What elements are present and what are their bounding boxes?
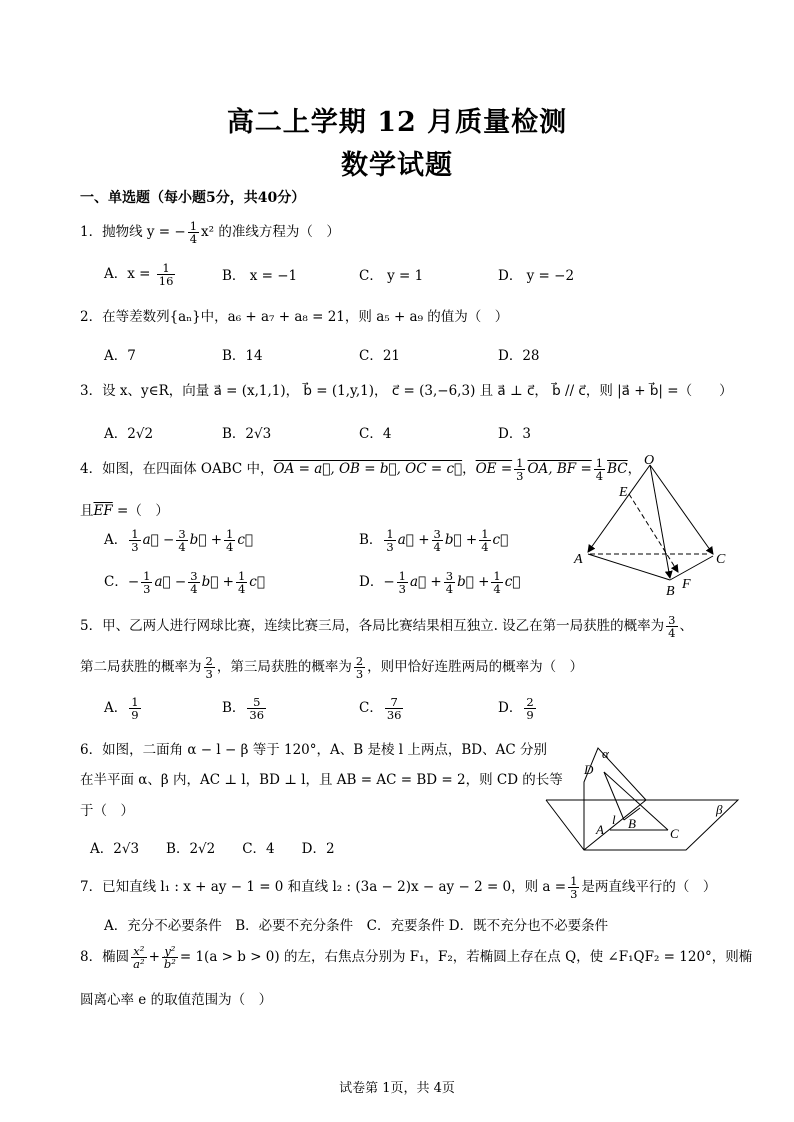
edge-oa xyxy=(588,465,650,552)
question-text: 8．椭圆 xyxy=(80,949,130,966)
denominator: 3 xyxy=(570,887,578,902)
label-b: B xyxy=(666,584,675,599)
label-f: F xyxy=(682,577,691,592)
fraction xyxy=(131,945,146,970)
options-row: A．2√3 B．2√2 C．4 D．2 xyxy=(90,841,335,857)
question-6: 6．如图，二面角 α − l − β 等于 120°，A、B 是棱 l 上两点，BD、AC 分别 xyxy=(80,742,547,758)
denominator: 3 xyxy=(398,582,406,597)
question-text: 4．如图，在四面体 OABC 中， xyxy=(80,461,274,478)
label-b: B xyxy=(628,816,636,831)
option-text: − xyxy=(383,574,395,591)
question-text: =（ ） xyxy=(112,503,169,519)
question-text: + xyxy=(148,949,160,966)
option-text: − xyxy=(127,574,140,591)
numerator: 1 xyxy=(143,569,151,583)
numerator: x² xyxy=(131,945,146,958)
exam-title: 高二上学期 12 月质量检测 xyxy=(226,107,568,138)
numerator: 2 xyxy=(205,654,213,668)
fraction xyxy=(444,570,455,595)
question-text: 第二局获胜的概率为 xyxy=(80,659,202,676)
label-c: C xyxy=(716,552,726,567)
denominator: 36 xyxy=(249,708,265,723)
fraction xyxy=(397,570,408,595)
label-beta: β xyxy=(716,802,723,817)
tetrahedron-figure xyxy=(570,450,740,600)
option-label: C． xyxy=(104,574,128,591)
option-b: B．14 xyxy=(222,348,263,364)
denominator: 4 xyxy=(433,540,441,555)
edge-ab xyxy=(588,554,670,580)
vector-text: $\overline{EF}$ xyxy=(93,503,113,519)
question-text: 是两直线平行的（ ） xyxy=(581,879,717,896)
numerator: y² xyxy=(162,945,178,958)
fraction xyxy=(568,875,579,900)
denominator: 4 xyxy=(189,232,198,247)
vector-text: OE = xyxy=(475,461,513,478)
question-text: 抛物线 y = − xyxy=(102,224,186,241)
question-text: ， xyxy=(462,461,476,478)
fraction xyxy=(247,696,266,721)
option-d: D． y = −2 xyxy=(498,268,575,284)
page-footer: 试卷第 1页，共 4页 xyxy=(339,1081,455,1096)
numerator: 1 xyxy=(157,262,176,275)
question-2: 2．在等差数列{aₙ}中，a₆ + a₇ + a₈ = 21，则 a₅ + a₉ 的值为（ ） xyxy=(80,309,509,325)
denominator: a² xyxy=(133,957,145,972)
question-number: 1． xyxy=(80,224,103,241)
denominator: 36 xyxy=(386,708,402,723)
numerator: 2 xyxy=(526,695,534,709)
label-d: D xyxy=(584,762,594,777)
option-text: a⃗ + xyxy=(397,532,430,549)
numerator: 1 xyxy=(398,569,406,583)
denominator: 4 xyxy=(445,582,454,597)
plane-beta xyxy=(546,800,738,850)
label-o: O xyxy=(644,453,655,468)
fraction xyxy=(432,528,443,553)
option-text: c⃗ xyxy=(249,574,265,591)
question-text: ， xyxy=(627,461,642,478)
numerator: 3 xyxy=(178,527,186,541)
option-c: C． y = 1 xyxy=(359,268,424,284)
question-4-line2 xyxy=(80,499,169,519)
denominator: 9 xyxy=(526,708,534,723)
fraction xyxy=(354,655,365,680)
numerator: 3 xyxy=(668,613,676,627)
option-c xyxy=(359,696,405,721)
numerator: 1 xyxy=(386,527,394,541)
option-text: b⃗ + xyxy=(189,532,223,549)
question-4 xyxy=(80,457,641,482)
fraction xyxy=(129,696,140,721)
fraction xyxy=(385,696,404,721)
option-a xyxy=(104,528,253,553)
dihedral-figure xyxy=(540,738,750,860)
numerator: 1 xyxy=(493,569,501,583)
vector-text: $\overline{BC}$ xyxy=(607,461,628,478)
fraction xyxy=(162,945,178,970)
numerator: 1 xyxy=(189,219,198,233)
edge-ob xyxy=(650,465,670,578)
option-b xyxy=(359,528,508,553)
denominator: 3 xyxy=(205,667,213,682)
denominator: 3 xyxy=(386,540,394,555)
fraction xyxy=(157,262,176,287)
option-d xyxy=(498,696,538,721)
denominator: 4 xyxy=(481,540,489,555)
option-d xyxy=(359,570,520,595)
fraction xyxy=(188,570,199,595)
fraction xyxy=(204,655,215,680)
option-label: B． xyxy=(222,700,246,717)
numerator: 7 xyxy=(385,696,404,709)
option-text: c⃗ xyxy=(504,574,521,591)
question-6-line2: 在半平面 α、β 内，AC ⊥ l，BD ⊥ l，且 AB = AC = BD = 2，则 CD 的长等 xyxy=(80,772,563,788)
denominator: 3 xyxy=(355,667,364,682)
question-text: ，第三局获胜的概率为 xyxy=(216,659,352,676)
section-heading: 一、单选题（每小题5分，共40分） xyxy=(80,190,306,206)
option-b xyxy=(222,696,268,721)
option-text: x = xyxy=(127,266,155,283)
question-text: ，则甲恰好连胜两局的概率为（ ） xyxy=(367,659,584,676)
option-label: B． xyxy=(359,532,383,549)
numerator: 1 xyxy=(595,456,604,470)
fraction xyxy=(384,528,395,553)
option-label: C． xyxy=(359,700,383,717)
denominator: 4 xyxy=(226,540,234,555)
option-text: c⃗ xyxy=(492,532,509,549)
numerator: 3 xyxy=(445,569,454,583)
option-text: b⃗ + xyxy=(444,532,478,549)
denominator: 4 xyxy=(237,582,246,597)
question-7 xyxy=(80,875,716,900)
option-b: B． x = −1 xyxy=(222,268,298,284)
label-a: A xyxy=(596,822,604,837)
option-a: A．7 xyxy=(104,348,136,364)
fraction xyxy=(129,528,140,553)
denominator: 3 xyxy=(131,540,139,555)
option-text: a⃗ − xyxy=(142,532,175,549)
denominator: 3 xyxy=(516,469,524,484)
question-text: 7．已知直线 l₁ : x + ay − 1 = 0 和直线 l₂ : (3a − 2)x − ay − 2 = 0，则 a = xyxy=(80,879,567,896)
denominator: 4 xyxy=(493,582,501,597)
numerator: 1 xyxy=(131,527,139,541)
option-b: B．2√3 xyxy=(222,426,272,442)
options-row: A．充分不必要条件 B．必要不充分条件 C．充要条件 D．既不充分也不必要条件 xyxy=(104,918,609,934)
option-c: C．21 xyxy=(359,348,401,364)
numerator: 1 xyxy=(131,695,139,709)
option-label: D． xyxy=(498,700,523,717)
label-e: E xyxy=(619,485,628,500)
denominator: 4 xyxy=(190,582,198,597)
fraction xyxy=(479,528,490,553)
question-text: 、 xyxy=(679,618,693,635)
option-text: a⃗ + xyxy=(409,574,442,591)
fraction xyxy=(491,570,502,595)
question-5 xyxy=(80,614,693,639)
exam-subtitle: 数学试题 xyxy=(341,150,453,181)
numerator: 1 xyxy=(570,874,578,888)
question-3: 3．设 x、y∈R，向量 a⃗ = (x,1,1)， b⃗ = (1,y,1)， c⃗ = (3,−6,3) 且 a⃗ ⊥ c⃗， b⃗ // c⃗，则 |a⃗ + b⃗| =（ ） xyxy=(80,383,733,399)
edge-oc xyxy=(650,465,713,554)
option-label: A． xyxy=(104,266,128,283)
option-text: b⃗ + xyxy=(201,574,234,591)
vector-text: OA = a⃗, OB = b⃗, OC = c⃗ xyxy=(273,461,463,478)
denominator: 4 xyxy=(668,626,676,641)
denominator: 4 xyxy=(178,540,186,555)
numerator: 2 xyxy=(355,654,364,668)
question-6-line3: 于（ ） xyxy=(80,803,134,819)
option-label: A． xyxy=(104,700,128,717)
fraction xyxy=(666,614,677,639)
denominator: 4 xyxy=(595,469,604,484)
numerator: 1 xyxy=(237,569,246,583)
option-text: a⃗ − xyxy=(154,574,187,591)
option-a xyxy=(104,262,177,287)
fraction xyxy=(176,528,187,553)
label-l: l xyxy=(612,812,616,827)
option-d: D．28 xyxy=(498,348,540,364)
fraction xyxy=(188,220,199,245)
option-label: D． xyxy=(359,574,384,591)
numerator: 5 xyxy=(247,696,266,709)
question-8-line2: 圆离心率 e 的取值范围为（ ） xyxy=(80,992,273,1008)
vector-ef xyxy=(629,494,678,572)
label-a: A xyxy=(574,552,583,567)
fraction xyxy=(236,570,247,595)
denominator: b² xyxy=(163,957,176,972)
question-1 xyxy=(80,220,340,245)
question-5-line2 xyxy=(80,655,583,680)
option-text: b⃗ + xyxy=(457,574,490,591)
denominator: 16 xyxy=(158,274,174,289)
option-c: C．4 xyxy=(359,426,392,442)
numerator: 3 xyxy=(433,527,441,541)
question-text: 5．甲、乙两人进行网球比赛，连续比赛三局，各局比赛结果相互独立. 设乙在第一局获胜的概率为 xyxy=(80,618,665,635)
edge-bc xyxy=(670,556,713,580)
option-label: A． xyxy=(104,532,128,549)
question-text: 且 xyxy=(80,503,94,519)
label-alpha: α xyxy=(602,746,609,761)
question-8 xyxy=(80,945,752,970)
numerator: 1 xyxy=(226,527,234,541)
question-text: x² 的准线方程为（ ） xyxy=(201,224,340,241)
fraction xyxy=(141,570,152,595)
label-c: C xyxy=(670,826,679,841)
option-a xyxy=(104,696,143,721)
question-text: = 1(a > b > 0) 的左，右焦点分别为 F₁，F₂，若椭圆上存在点 Q，使 ∠F₁QF₂ = 120°，则椭 xyxy=(179,949,753,966)
numerator: 1 xyxy=(516,456,524,470)
option-d: D．3 xyxy=(498,426,531,442)
numerator: 1 xyxy=(481,527,489,541)
vector-text: OA, BF = xyxy=(527,461,592,478)
option-c xyxy=(104,570,265,595)
fraction xyxy=(224,528,235,553)
option-a: A．2√2 xyxy=(104,426,154,442)
option-text: c⃗ xyxy=(237,532,254,549)
denominator: 9 xyxy=(131,708,139,723)
numerator: 3 xyxy=(190,569,198,583)
fraction xyxy=(524,696,535,721)
denominator: 3 xyxy=(143,582,151,597)
fraction xyxy=(514,457,525,482)
